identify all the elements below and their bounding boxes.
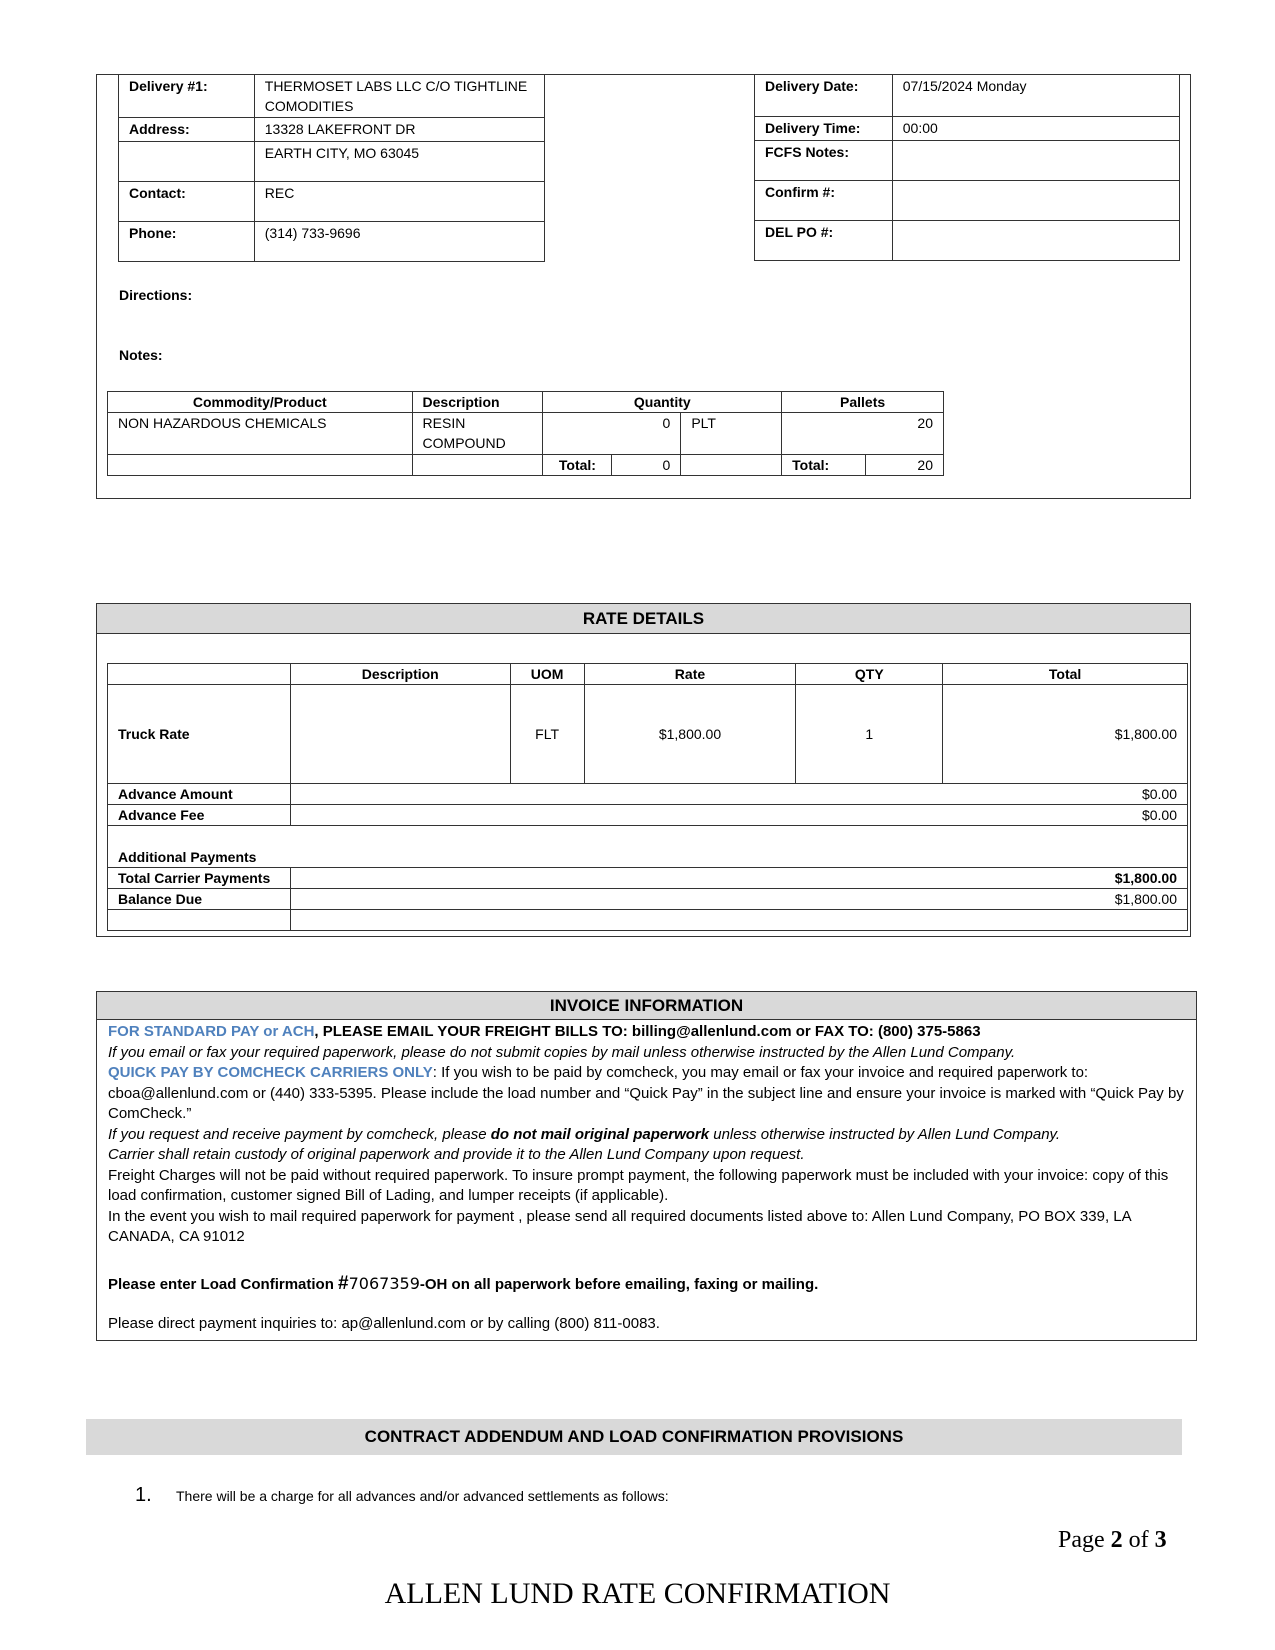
standard-pay-text: , PLEASE EMAIL YOUR FREIGHT BILLS TO: billing@allenlund.com or FAX TO: (800) 375-5863 (314, 1023, 981, 1040)
rate-col-total: Total (943, 664, 1188, 685)
qty-total-label: Total: (543, 455, 612, 476)
total-carrier-label: Total Carrier Payments (108, 868, 291, 889)
delivery-label: Delivery #1: (119, 75, 255, 118)
phone-value: (314) 733-9696 (254, 222, 544, 262)
invoice-info-title: INVOICE INFORMATION (97, 992, 1196, 1020)
phone-label: Phone: (119, 222, 255, 262)
notes-label: Notes: (119, 347, 163, 363)
truck-rate-rate: $1,800.00 (584, 685, 796, 784)
balance-due-value: $1,800.00 (290, 889, 1187, 910)
addendum-item-number: 1. (135, 1484, 152, 1506)
footer-title: ALLEN LUND RATE CONFIRMATION (384, 1577, 891, 1610)
qty-total-spacer (681, 455, 782, 476)
page-current: 2 (1110, 1527, 1123, 1553)
addendum-item-text: There will be a charge for all advances and/or advanced settlements as follows: (176, 1488, 669, 1504)
advance-amount-label: Advance Amount (108, 784, 291, 805)
rate-col-rate: Rate (584, 664, 796, 685)
load-confirmation-hash: # (338, 1272, 349, 1294)
load-confirmation-b: -OH on all paperwork before emailing, faxing or mailing. (419, 1275, 819, 1293)
comcheck-note (108, 1125, 1193, 1146)
truck-rate-label: Truck Rate (108, 685, 291, 784)
standard-pay-line (108, 1022, 1193, 1043)
truck-rate-qty: 1 (796, 685, 943, 784)
del-po-label: DEL PO #: (755, 221, 893, 261)
delivery-date-label: Delivery Date: (755, 75, 893, 117)
advance-amount-value: $0.00 (290, 784, 1187, 805)
payment-inquiries-note: Please direct payment inquiries to: ap@allenlund.com or by calling (800) 811-0083. (108, 1315, 660, 1332)
total-row-spacer2 (412, 455, 543, 476)
directions-label: Directions: (119, 287, 193, 303)
load-confirmation-instruction (108, 1274, 1193, 1296)
qty-total-value: 0 (612, 455, 681, 476)
total-carrier-value: $1,800.00 (290, 868, 1187, 889)
truck-rate-uom: FLT (510, 685, 584, 784)
col-pallets: Pallets (782, 392, 944, 413)
quick-pay-paragraph (108, 1063, 1193, 1125)
pallets-total-value: 20 (866, 455, 944, 476)
freight-charges-note: Freight Charges will not be paid without required paperwork. To insure prompt payment, the following paperwork must be included with your invoice: copy of this load confirmation, customer signed Bill of Lading, and lumper receipts (if applicable). (108, 1166, 1169, 1204)
rate-col-description: Description (290, 664, 510, 685)
comcheck-note-bold: do not mail original paperwork (490, 1125, 710, 1143)
commodity-unit: PLT (681, 413, 782, 455)
confirm-label: Confirm #: (755, 181, 893, 221)
mail-paperwork-note: In the event you wish to mail required paperwork for payment , please send all required documents listed above to: Allen Lund Company, PO BOX 339, LA CANADA, CA 91012 (108, 1207, 1131, 1245)
truck-rate-description (290, 685, 510, 784)
additional-payments-label: Additional Payments (108, 826, 1188, 868)
quick-pay-heading: QUICK PAY BY COMCHECK CARRIERS ONLY (108, 1064, 433, 1081)
commodity-table (107, 391, 944, 476)
load-confirmation-a: Please enter Load Confirmation (108, 1275, 339, 1293)
standard-pay-heading: FOR STANDARD PAY or ACH (108, 1023, 315, 1040)
comcheck-note-a: If you request and receive payment by comcheck, please (108, 1125, 491, 1143)
del-po-value (892, 221, 1179, 261)
col-quantity: Quantity (543, 392, 782, 413)
truck-rate-total: $1,800.00 (943, 685, 1188, 784)
advance-fee-label: Advance Fee (108, 805, 291, 826)
fcfs-notes-label: FCFS Notes: (755, 141, 893, 181)
delivery-time-value: 00:00 (892, 117, 1179, 141)
col-description: Description (412, 392, 543, 413)
rate-details-title: RATE DETAILS (97, 604, 1190, 634)
page-number (1058, 1527, 1167, 1554)
rate-blank-cell2 (290, 910, 1187, 931)
delivery-date-value: 07/15/2024 Monday (892, 75, 1179, 117)
advance-fee-value: $0.00 (290, 805, 1187, 826)
total-row-spacer (108, 455, 413, 476)
page-total: 3 (1154, 1527, 1167, 1553)
delivery-info-table (118, 74, 545, 262)
commodity-description: RESIN COMPOUND (412, 413, 543, 455)
page-word: Page (1058, 1527, 1111, 1553)
custody-note: Carrier shall retain custody of original paperwork and provide it to the Allen Lund Company upon request. (108, 1146, 805, 1163)
confirm-value (892, 181, 1179, 221)
invoice-info-body (108, 1022, 1193, 1335)
rate-col-qty: QTY (796, 664, 943, 685)
address-line1: 13328 LAKEFRONT DR (254, 118, 544, 142)
email-fax-note: If you email or fax your required paperwork, please do not submit copies by mail unless otherwise instructed by the Allen Lund Company. (108, 1043, 1016, 1061)
delivery-time-label: Delivery Time: (755, 117, 893, 141)
rate-col-uom: UOM (510, 664, 584, 685)
address-label-empty (119, 142, 255, 182)
quick-pay-text: : If you wish to be paid by comcheck, you may email or fax your invoice and required paperwork to: cboa@allenlund.com or (440) 333-5395. Please include the load number and “Quick Pay” in the subject line and ensure your invoice is marked with “Quick Pay by ComCheck.” (108, 1064, 1184, 1122)
address-line2: EARTH CITY, MO 63045 (254, 142, 544, 182)
balance-due-label: Balance Due (108, 889, 291, 910)
page-of: of (1122, 1527, 1155, 1553)
pallets-total-label: Total: (782, 455, 866, 476)
col-commodity: Commodity/Product (108, 392, 413, 413)
commodity-quantity: 0 (543, 413, 681, 455)
commodity-product: NON HAZARDOUS CHEMICALS (108, 413, 413, 455)
contact-label: Contact: (119, 182, 255, 222)
delivery-schedule-table (754, 74, 1180, 261)
delivery-name: THERMOSET LABS LLC C/O TIGHTLINE COMODITIES (254, 75, 544, 118)
fcfs-notes-value (892, 141, 1179, 181)
contact-value: REC (254, 182, 544, 222)
addendum-title: CONTRACT ADDENDUM AND LOAD CONFIRMATION PROVISIONS (86, 1419, 1182, 1455)
comcheck-note-b: unless otherwise instructed by Allen Lund Company. (709, 1125, 1061, 1143)
commodity-pallets: 20 (782, 413, 944, 455)
load-confirmation-number: 7067359 (348, 1273, 420, 1293)
rate-table (107, 663, 1188, 931)
address-label: Address: (119, 118, 255, 142)
rate-header-blank (108, 664, 291, 685)
rate-blank-cell (108, 910, 291, 931)
